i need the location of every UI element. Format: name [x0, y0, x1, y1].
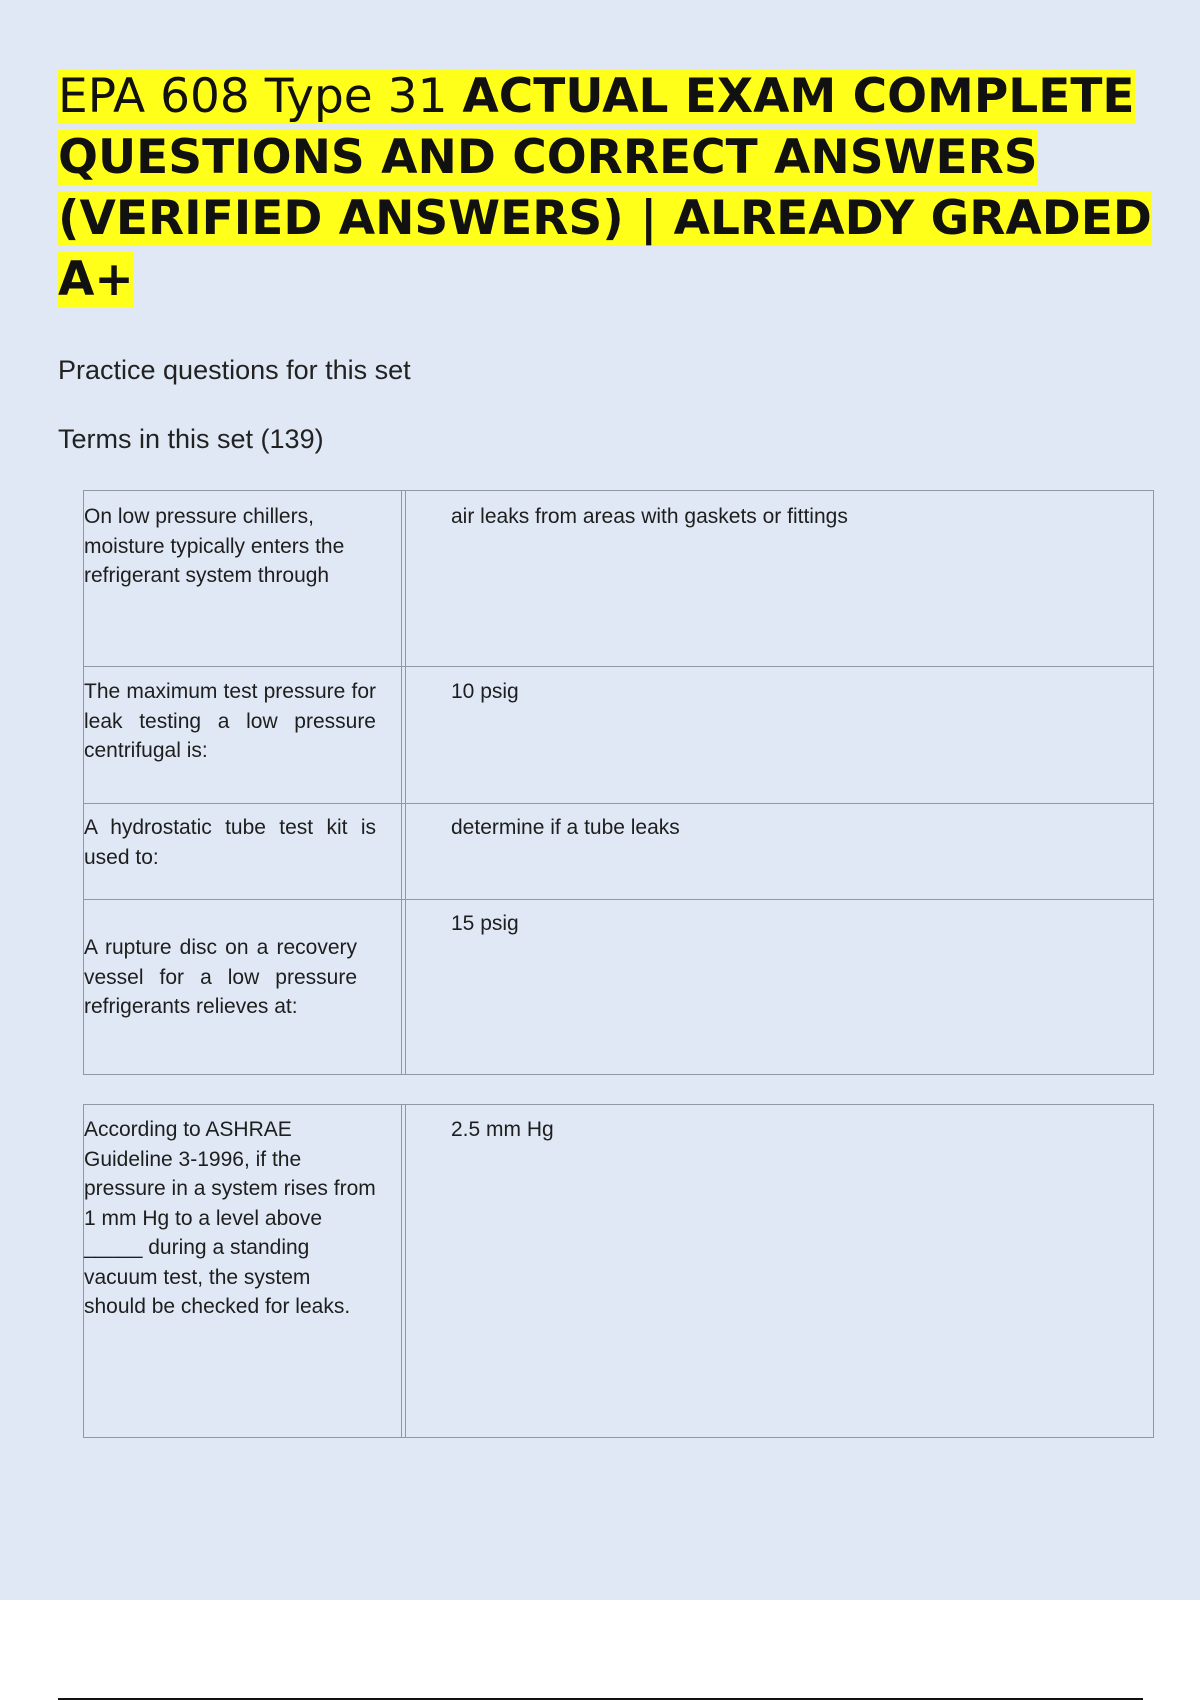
flashcard [83, 666, 1154, 804]
practice-questions-label: Practice questions for this set [58, 355, 411, 385]
flashcard [83, 1104, 1154, 1438]
question-text: According to ASHRAE Guideline 3-1996, if the pressure in a system rises from 1 mm Hg to a level above _____ during a standing vacuum test, the system should be checked for leaks. [84, 1118, 376, 1318]
answer-text: determine if a tube leaks [451, 816, 680, 839]
answer-text: 2.5 mm Hg [451, 1118, 554, 1141]
title-plain-part: EPA 608 Type 31 [58, 69, 463, 124]
flashcard [83, 899, 1154, 1075]
question-text: The maximum test pressure for leak testing a low pressure centrifugal is: [84, 680, 376, 762]
answer-text: air leaks from areas with gaskets or fittings [451, 505, 848, 528]
document-title [58, 66, 1158, 310]
terms-count-label: Terms in this set (139) [58, 424, 324, 454]
title-bold-part: ACTUAL EXAM COMPLETE QUESTIONS AND CORRECT ANSWERS (VERIFIED ANSWERS) | ALREADY GRADED A+ [58, 69, 1152, 307]
question-text: A rupture disc on a recovery vessel for a low pressure refrigerants relieves at: [84, 936, 357, 1018]
question-text: A hydrostatic tube test kit is used to: [84, 816, 376, 869]
flashcard [83, 803, 1154, 900]
answer-cell [405, 1105, 1154, 1437]
answer-text: 15 psig [451, 912, 519, 935]
flashcard [83, 490, 1154, 667]
question-text: On low pressure chillers, moisture typically enters the refrigerant system through [84, 505, 345, 587]
answer-text: 10 psig [451, 680, 519, 703]
